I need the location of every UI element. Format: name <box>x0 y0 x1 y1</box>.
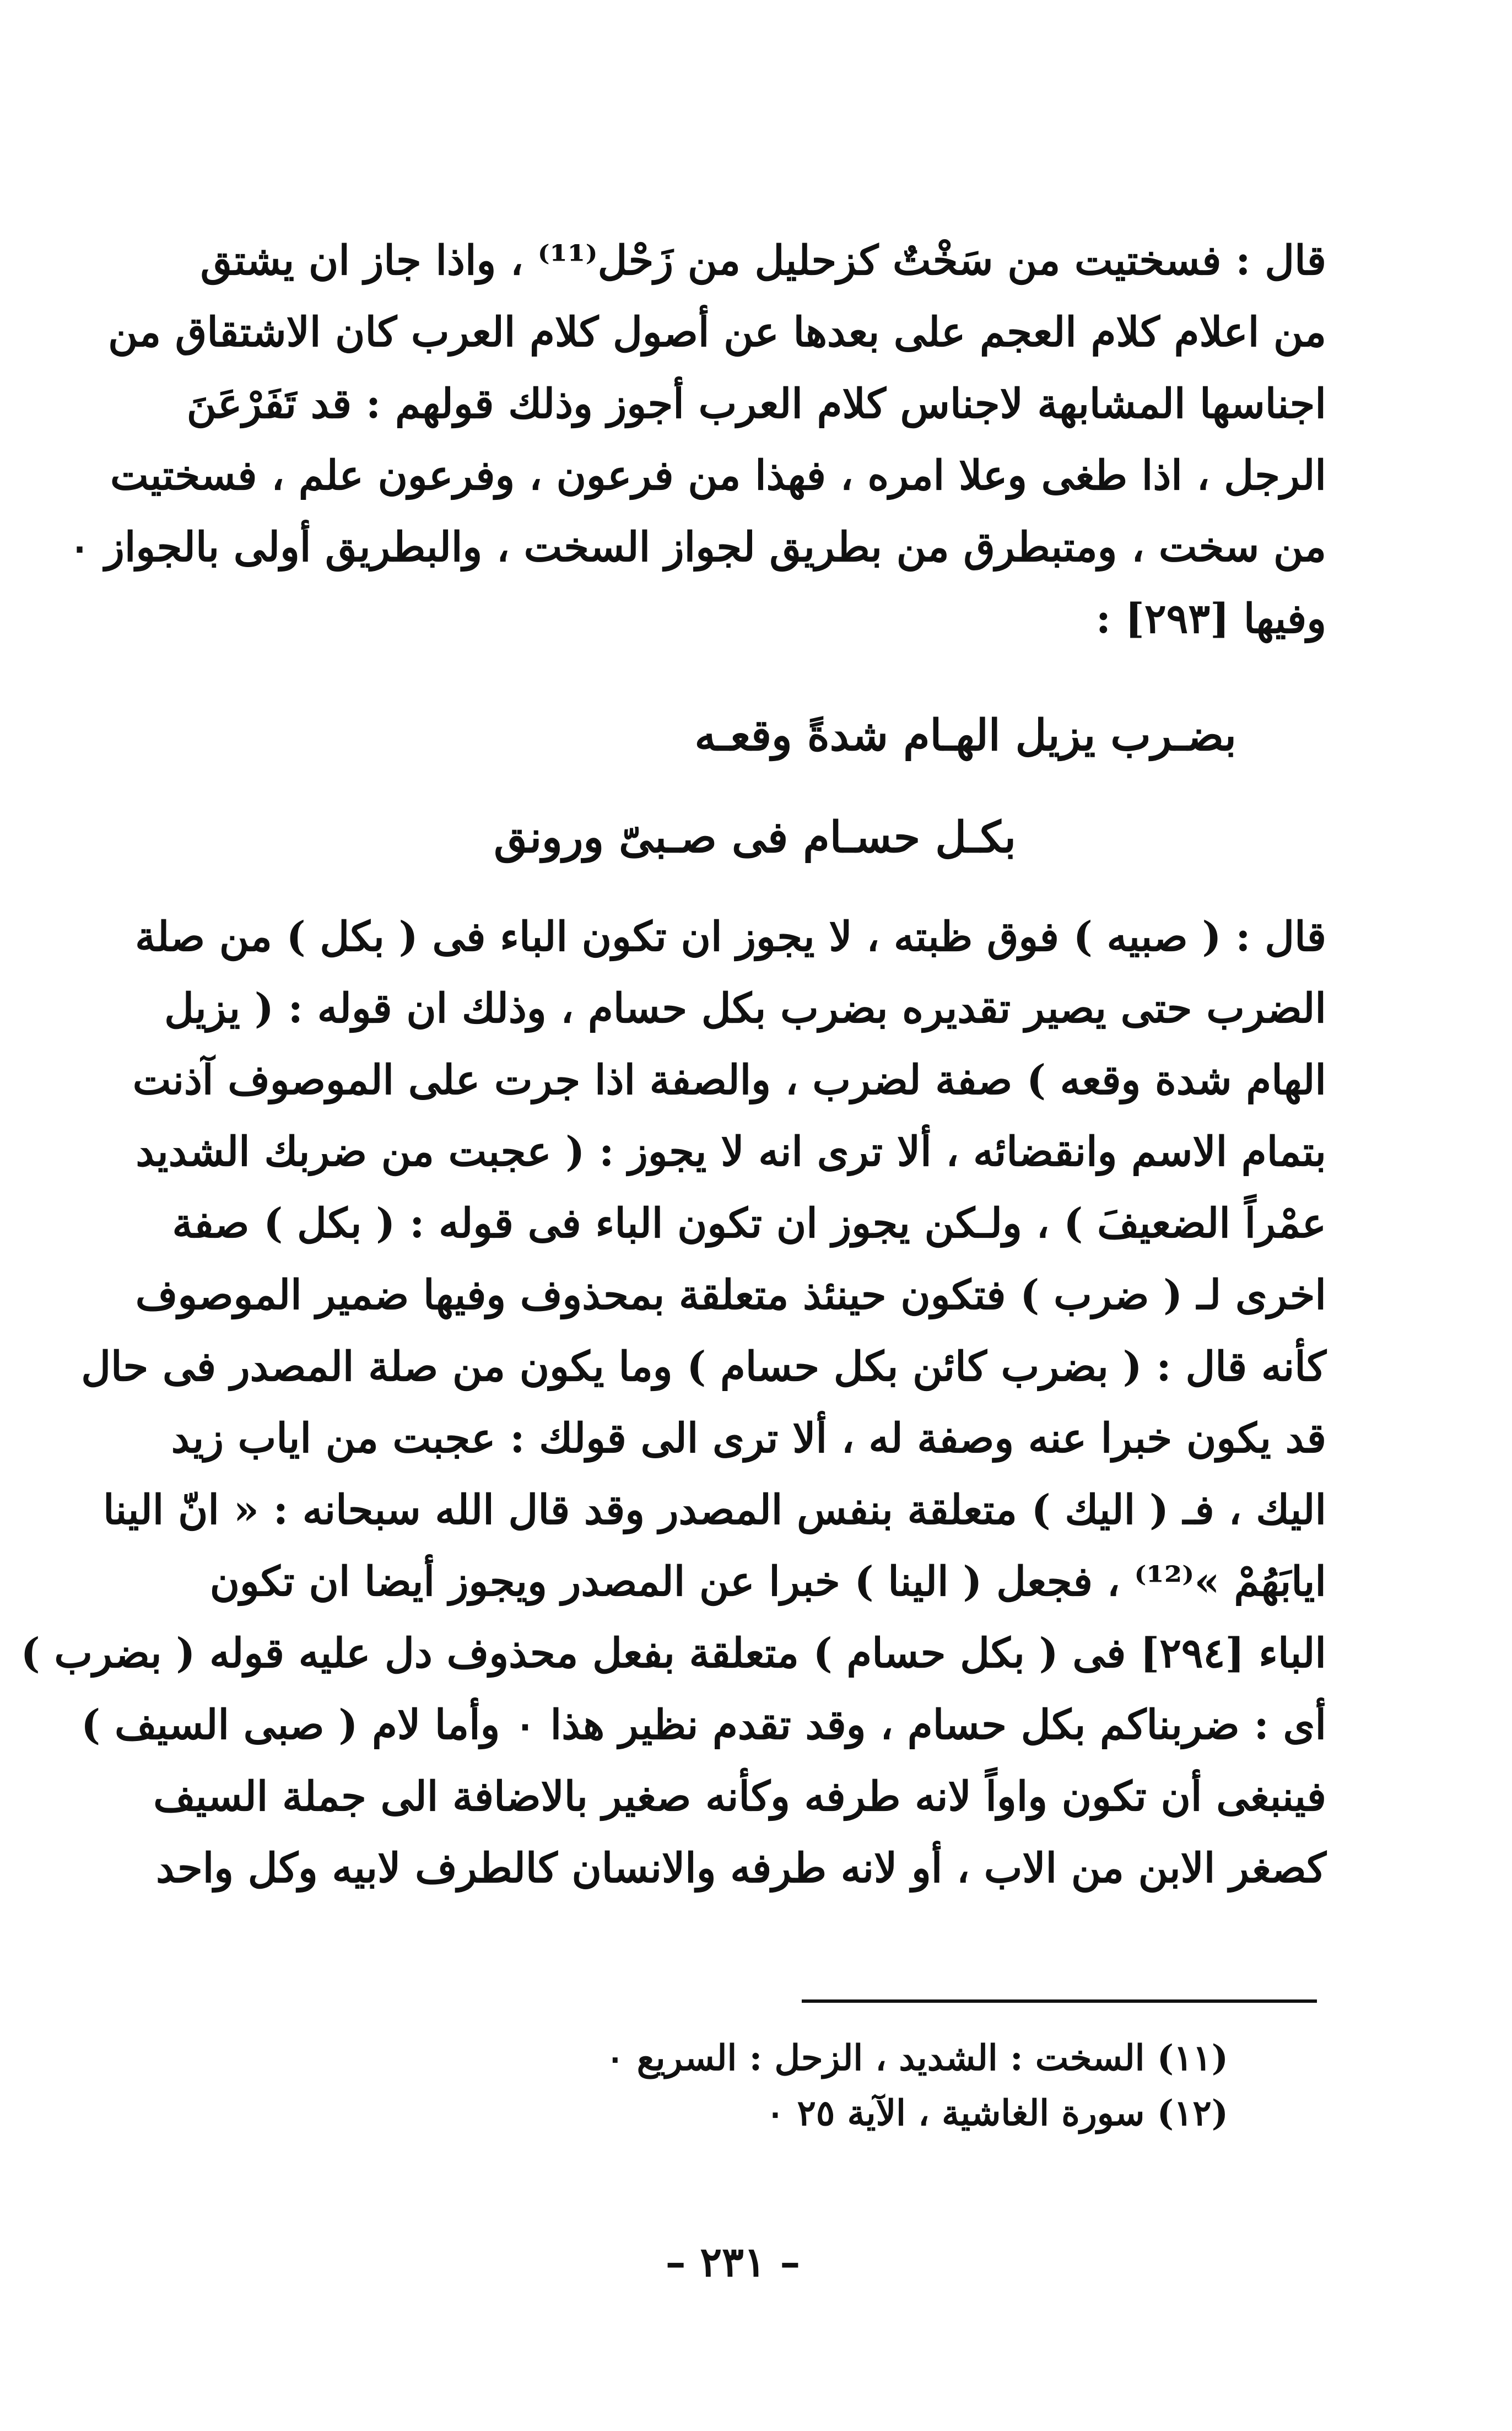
text-line: من سخت ، ومتبطرق من بطريق لجواز السخت ، والبطريق أولى بالجواز ٠ <box>68 524 1326 571</box>
text-line: الرجل ، اذا طغى وعلا امره ، فهذا من فرعون ، وفرعون علم ، فسختيت <box>110 452 1326 499</box>
footnote-12: (١٢) سورة الغاشية ، الآية ٢٥ ٠ <box>765 2093 1228 2134</box>
text-line: بتمام الاسم وانقضائه ، ألا ترى انه لا يجوز : ( عجبت من ضربك الشديد <box>136 1128 1326 1176</box>
footnote-11: (١١) السخت : الشديد ، الزحل : السريع ٠ <box>606 2037 1228 2079</box>
text-line: اخرى لـ ( ضرب ) فتكون حينئذ متعلقة بمحذوف وفيها ضمير الموصوف <box>135 1271 1326 1319</box>
text-line: قال : فسختيت من سَخْتٌ كزحليل من زَحْل⁽¹¹⁾ ، واذا جاز ان يشتق <box>200 237 1326 284</box>
page-number: – ٢٣١ – <box>665 2239 801 2286</box>
text-line: أى : ضربناكم بكل حسام ، وقد تقدم نظير هذا ٠ وأما لام ( صبى السيف ) <box>81 1701 1326 1749</box>
verse-hemistich-1: بضـرب يزيل الهـام شدةً وقعـه <box>694 710 1236 761</box>
footnote-divider <box>802 1999 1317 2003</box>
text-line: من اعلام كلام العجم على بعدها عن أصول كلام العرب كان الاشتقاق من <box>108 309 1326 356</box>
text-line: قال : ( صبيه ) فوق ظبته ، لا يجوز ان تكون الباء فى ( بكل ) من صلة <box>135 913 1326 961</box>
text-line: عمْراً الضعيفَ ) ، ولـكن يجوز ان تكون الباء فى قوله : ( بكل ) صفة <box>172 1200 1326 1247</box>
text-line: كصغر الابن من الاب ، أو لانه طرفه والانسان كالطرف لابيه وكل واحد <box>156 1845 1326 1892</box>
text-line: قد يكون خبرا عنه وصفة له ، ألا ترى الى قولك : عجبت من اياب زيد <box>171 1415 1326 1462</box>
text-line: اليك ، فـ ( اليك ) متعلقة بنفس المصدر وقد قال الله سبحانه : « انّ الينا <box>103 1486 1326 1534</box>
text-line: الضرب حتى يصير تقديره بضرب بكل حسام ، وذلك ان قوله : ( يزيل <box>164 985 1326 1032</box>
paragraph-2 <box>20 901 1326 1904</box>
text-line: ايابَهُمْ »⁽¹²⁾ ، فجعل ( الينا ) خبرا عن المصدر ويجوز أيضا ان تكون <box>209 1558 1326 1605</box>
text-line: الباء [٢٩٤] فى ( بكل حسام ) متعلقة بفعل محذوف دل عليه قوله ( بضرب ) <box>20 1630 1326 1677</box>
verse-hemistich-2: بكـل حسـام فى صـبىّ ورونق <box>494 812 1016 863</box>
text-line: الهام شدة وقعه ) صفة لضرب ، والصفة اذا جرت على الموصوف آذنت <box>132 1057 1326 1104</box>
text-line: كأنه قال : ( بضرب كائن بكل حسام ) وما يكون من صلة المصدر فى حال <box>81 1343 1326 1390</box>
paragraph-1 <box>68 225 1326 655</box>
text-line: وفيها [٢٩٣] : <box>1095 595 1326 643</box>
text-line: اجناسها المشابهة لاجناس كلام العرب أجوز وذلك قولهم : قد تَفَرْعَنَ <box>186 380 1326 428</box>
text-line: فينبغى أن تكون واواً لانه طرفه وكأنه صغير بالاضافة الى جملة السيف <box>153 1773 1326 1820</box>
footnotes <box>606 2031 1228 2141</box>
